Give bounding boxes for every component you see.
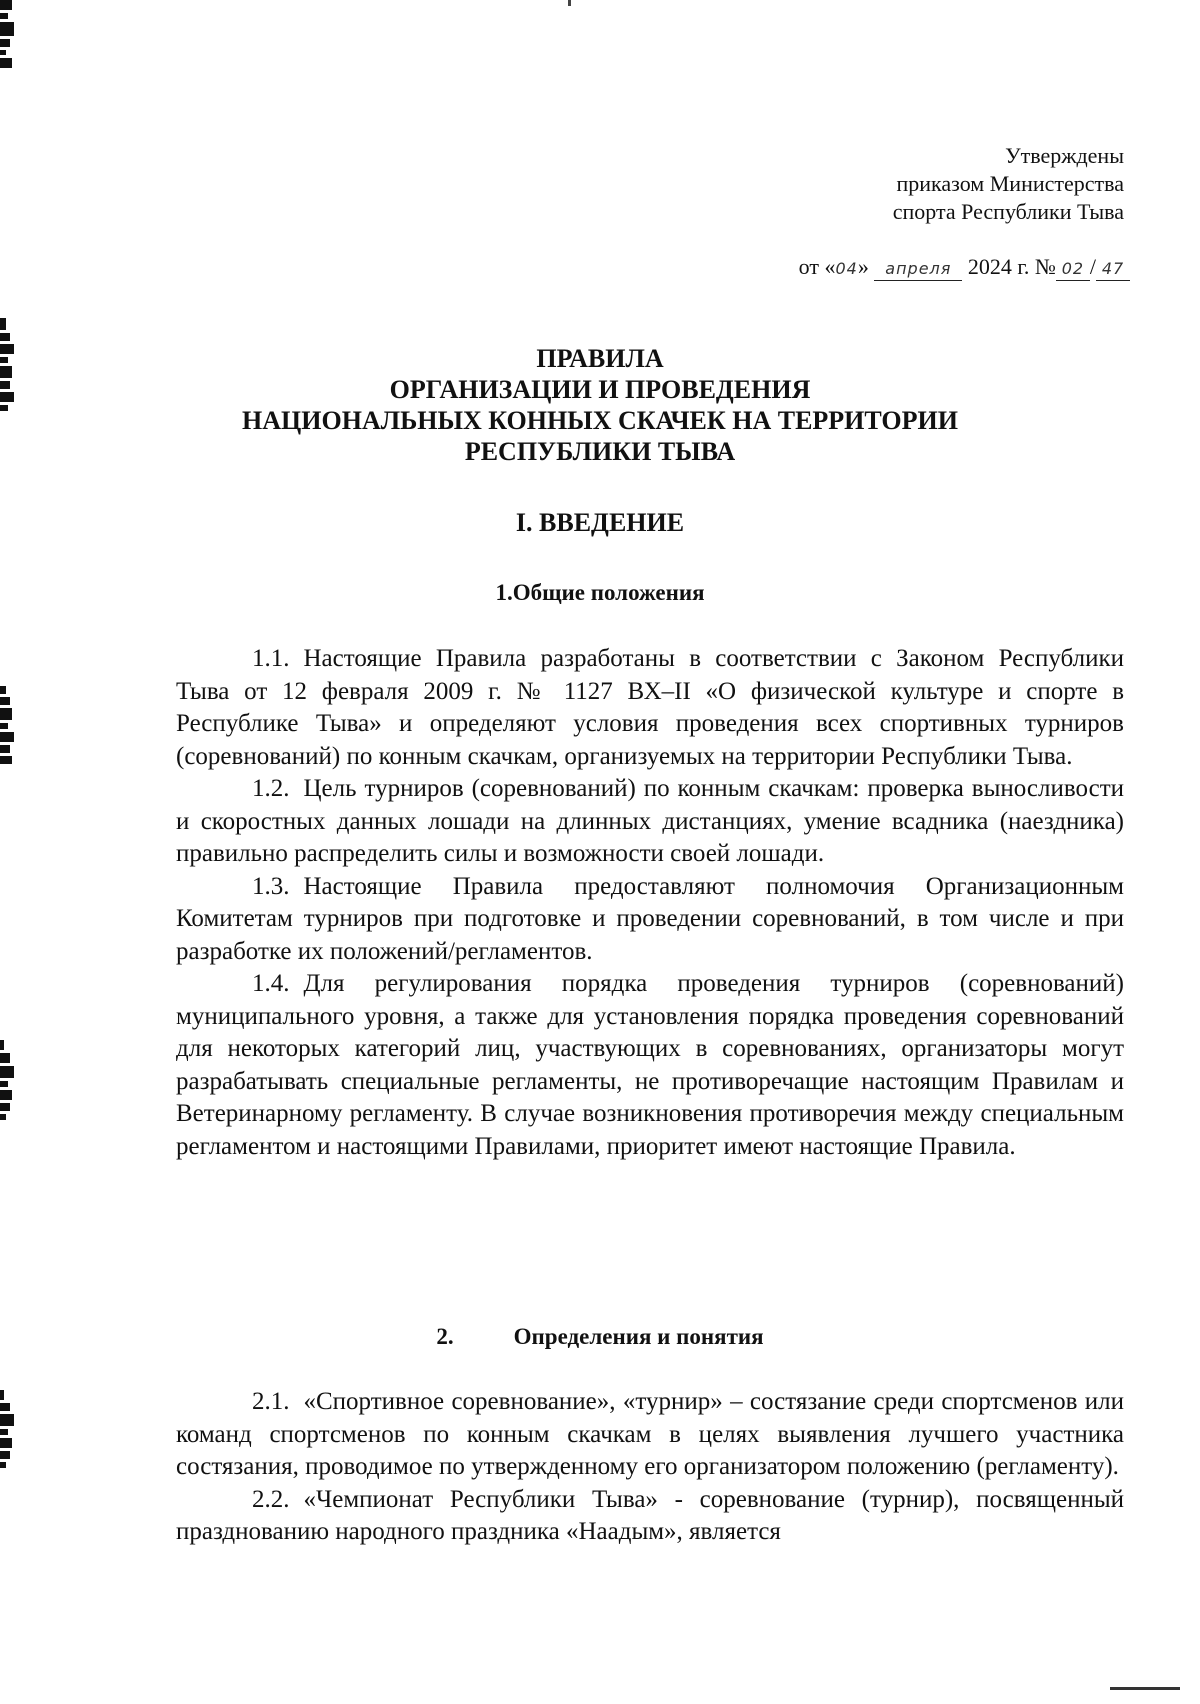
paragraph-2-1: [176, 1386, 1124, 1484]
paragraph-number: 2.1.: [252, 1388, 290, 1415]
paragraph-2-2: [176, 1484, 1124, 1549]
section-number: 2.: [436, 1324, 454, 1349]
order-day-handwritten: 04: [835, 259, 858, 278]
approval-line: Утверждены: [1005, 143, 1124, 168]
section1-body: [176, 643, 1124, 1163]
scan-artifact: [0, 318, 14, 414]
subsection-heading: 1.Общие положения: [495, 580, 705, 605]
title-line: РЕСПУБЛИКИ ТЫВА: [464, 437, 736, 466]
paragraph-1-1: [176, 643, 1124, 773]
order-number-a-handwritten: 02: [1056, 258, 1090, 281]
paragraph-number: 1.1.: [252, 645, 290, 672]
order-prefix: от «: [798, 254, 836, 279]
scan-artifact: [0, 1390, 14, 1471]
paragraph-text: Цель турниров (соревнований) по конным скачкам: проверка выносливости и скоростных данных лошади на длинных дистанциях, умение всадника (наездника) правильно распределить силы и возможности своей лошади.: [176, 775, 1124, 867]
scan-artifact: [0, 0, 14, 71]
title-line: ОРГАНИЗАЦИИ И ПРОВЕДЕНИЯ: [389, 375, 811, 404]
paragraph-1-4: [176, 968, 1124, 1163]
paragraph-text: «Спортивное соревнование», «турнир» – состязание среди спортсменов или команд спортсменов по конным скачкам в целях выявления лучшего участника состязания, проводимое по утвержденному его организатором положению (регламенту).: [176, 1388, 1124, 1480]
scan-artifact: [0, 686, 14, 767]
paragraph-number: 1.4.: [252, 970, 290, 997]
order-sep: /: [1089, 254, 1096, 279]
approval-block: [893, 142, 1124, 226]
paragraph-text: Настоящие Правила разработаны в соответствии с Законом Республики Тыва от 12 февраля 2009 г. № 1127 ВХ–II «О физической культуре и спорте в Республике Тыва» и определяют условия проведения всех спортивных турниров (соревнований) по конным скачкам, организуемых на территории Республики Тыва.: [176, 645, 1124, 770]
section-title: Определения и понятия: [513, 1324, 764, 1349]
section2-heading: [160, 1324, 1040, 1350]
paragraph-1-2: [176, 773, 1124, 871]
title-line: ПРАВИЛА: [536, 344, 664, 373]
approval-line: приказом Министерства: [896, 171, 1124, 196]
paragraph-number: 1.3.: [252, 872, 290, 900]
order-month-handwritten: апреля: [874, 258, 962, 281]
order-mid: »: [857, 254, 869, 279]
document-title: [160, 343, 1040, 467]
paragraph-text: «Чемпионат Республики Тыва» - соревнование (турнир), посвященный празднованию народного праздника «Наадым», является: [176, 1485, 1124, 1545]
section-heading: I. ВВЕДЕНИЕ: [515, 508, 685, 537]
paragraph-number: 2.2.: [252, 1485, 290, 1513]
scan-artifact: [1110, 1687, 1180, 1694]
paragraph-text: Настоящие Правила предоставляют полномочия Организационным Комитетам турниров при подготовке и проведении соревнований, в том числе и при разработке их положений/регламентов.: [176, 872, 1124, 965]
approval-line: спорта Республики Тыва: [892, 199, 1124, 224]
order-reference: [799, 253, 1130, 283]
section2-body: [176, 1386, 1124, 1549]
paragraph-number: 1.2.: [252, 775, 290, 802]
order-number-b-handwritten: 47: [1096, 258, 1130, 281]
paragraph-text: Для регулирования порядка проведения турниров (соревнований) муниципального уровня, а также для установления порядка проведения соревнований для некоторых категорий лиц, участвующих в соревнованиях, организаторы могут разрабатывать специальные регламенты, не противоречащие настоящим Правилам и Ветеринарному регламенту. В случае возникновения противоречия между специальным регламентом и настоящими Правилами, приоритет имеют настоящие Правила.: [176, 970, 1124, 1160]
order-year: 2024 г. №: [967, 254, 1056, 279]
scan-artifact: [0, 1040, 14, 1123]
title-line: НАЦИОНАЛЬНЫХ КОННЫХ СКАЧЕК НА ТЕРРИТОРИИ: [242, 406, 958, 435]
paragraph-1-3: [176, 871, 1124, 969]
scan-artifact: [568, 0, 571, 6]
